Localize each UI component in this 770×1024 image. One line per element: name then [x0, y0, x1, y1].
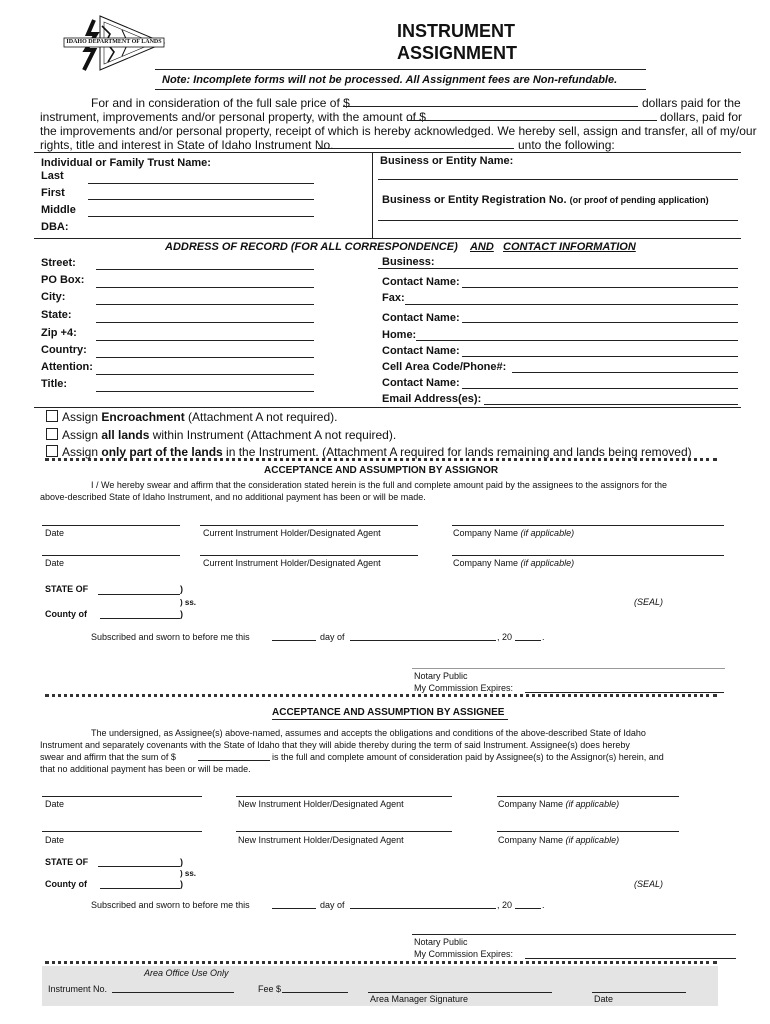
all-lands-checkbox[interactable] [46, 428, 58, 440]
contact-name-3-label: Contact Name: [382, 345, 460, 357]
cell-phone-field[interactable] [512, 372, 738, 373]
last-name-label: Last [41, 170, 64, 182]
state-field[interactable] [96, 322, 314, 323]
assignee-date-1-field[interactable] [42, 796, 202, 797]
all-lands-option [62, 428, 396, 442]
assignee-sworn-label: Subscribed and sworn to before me this [91, 900, 250, 910]
address-heading [165, 241, 636, 254]
attention-label: Attention: [41, 361, 93, 373]
assignor-county-field[interactable] [100, 618, 180, 619]
title-field[interactable] [96, 391, 314, 392]
assignor-date-1-field[interactable] [42, 525, 180, 526]
assignor-heading: ACCEPTANCE AND ASSUMPTION BY ASSIGNOR [264, 465, 499, 476]
assignor-paragraph-line2: above-described State of Idaho Instrument, and no additional payment has been or will be made. [40, 492, 426, 502]
assignee-paragraph-line3-b: is the full and complete amount of consideration paid by Assignee(s) to the Assignor(s) herein, and [272, 752, 664, 762]
assignee-state-of-label: STATE OF [45, 857, 89, 867]
business-registration [382, 194, 709, 207]
assignee-sworn-month-field[interactable] [350, 908, 496, 909]
encroachment-option [62, 410, 337, 424]
assignor-state-field[interactable] [98, 594, 180, 595]
area-office-title: Area Office Use Only [144, 968, 229, 978]
assignee-paragraph-line4: that no additional payment has been or will be made. [40, 764, 251, 774]
company-label: Company Name [453, 528, 519, 538]
assignee-commission-label: My Commission Expires: [414, 949, 514, 959]
address-heading-and: AND [469, 241, 494, 253]
assignor-holder-2-label: Current Instrument Holder/Designated Agent [203, 558, 381, 568]
consideration-line4-label: rights, title and interest in State of Idaho Instrument No. [40, 138, 334, 152]
option-prefix: Assign [62, 410, 102, 424]
assignor-day-of-label: day of [320, 632, 345, 642]
assignor-company-1-field[interactable] [452, 525, 724, 526]
section-divider [45, 458, 717, 461]
middle-name-label: Middle [41, 204, 76, 216]
assignor-sworn-label: Subscribed and sworn to before me this [91, 632, 250, 642]
company-label: Company Name [498, 835, 564, 845]
title-label: Title: [41, 378, 68, 390]
contact-name-4-field[interactable] [462, 388, 738, 389]
business-phone-label: Business: [382, 256, 435, 268]
first-name-label: First [41, 187, 65, 199]
assignee-paragraph-line1: The undersigned, as Assignee(s) above-named, assumes and accepts the obligations and conditions of the above-described State of Idaho [91, 728, 646, 738]
country-label: Country: [41, 344, 87, 356]
fax-field[interactable] [405, 304, 738, 305]
assignor-date-1-label: Date [45, 528, 65, 538]
address-heading-text: ADDRESS OF RECORD (FOR ALL CORRESPONDENCE) [165, 241, 458, 253]
first-name-field[interactable] [88, 199, 314, 200]
assignee-sworn-day-field[interactable] [272, 908, 316, 909]
attention-field[interactable] [96, 374, 314, 375]
title-line-1: INSTRUMENT [397, 21, 515, 41]
section-divider [45, 694, 717, 697]
office-instrument-no-label: Instrument No. [48, 984, 108, 994]
assignor-seal-label: (SEAL) [634, 597, 664, 607]
assignor-company-1-label [453, 528, 574, 539]
assignor-notary-signature-field[interactable] [412, 668, 725, 669]
contact-name-2-label: Contact Name: [382, 312, 460, 324]
assignor-county-of-label: County of [45, 609, 87, 619]
state-label: State: [41, 309, 72, 321]
po-box-label: PO Box: [41, 274, 85, 286]
assignee-notary-signature-field[interactable] [412, 934, 736, 935]
assignee-paragraph-line3-a: swear and affirm that the sum of $ [40, 752, 176, 762]
middle-name-field[interactable] [88, 216, 314, 217]
if-applicable: (if applicable) [520, 528, 575, 538]
contact-heading-text: CONTACT INFORMATION [503, 241, 636, 253]
assignee-day-of-label: day of [320, 900, 345, 910]
zip-field[interactable] [96, 340, 314, 341]
company-label: Company Name [498, 799, 564, 809]
assignor-state-of-label: STATE OF [45, 584, 89, 594]
office-fee-field[interactable] [282, 992, 348, 993]
option-suffix: in the Instrument. (Attachment A required for lands remaining and lands being removed) [222, 445, 692, 459]
city-label: City: [41, 291, 66, 303]
assignor-notary-public-label: Notary Public [414, 671, 468, 681]
email-field[interactable] [484, 404, 738, 405]
assignee-holder-1-label: New Instrument Holder/Designated Agent [238, 799, 404, 809]
assignee-year-label: , 20 [497, 900, 513, 910]
assignee-ss-label: ) ss. [180, 869, 197, 878]
contact-name-1-field[interactable] [462, 287, 738, 288]
assignor-ss-label: ) ss. [180, 598, 197, 607]
encroachment-checkbox[interactable] [46, 410, 58, 422]
option-emphasis: all lands [101, 428, 150, 442]
assignee-sworn-year-field[interactable] [515, 908, 541, 909]
instrument-no-field[interactable] [318, 148, 514, 149]
home-label: Home: [382, 329, 417, 341]
contact-name-3-field[interactable] [462, 356, 738, 357]
street-label: Street: [41, 257, 76, 269]
logo-text: IDAHO DEPARTMENT OF LANDS [66, 39, 162, 45]
assignee-company-1-label [498, 799, 619, 810]
assignee-holder-2-field[interactable] [236, 831, 452, 832]
business-name-heading: Business or Entity Name: [380, 155, 514, 167]
business-phone-field[interactable] [378, 268, 738, 269]
assignor-sworn-month-field[interactable] [350, 640, 496, 641]
zip-label: Zip +4: [41, 327, 77, 339]
dba-label: DBA: [41, 221, 69, 233]
assignee-county-of-label: County of [45, 879, 87, 889]
contact-name-1-label: Contact Name: [382, 276, 460, 288]
assignee-county-field[interactable] [100, 888, 180, 889]
processing-note: Note: Incomplete forms will not be processed. All Assignment fees are Non-refundable. [162, 74, 618, 86]
business-registration-note: (or proof of pending application) [569, 195, 709, 205]
assignee-company-2-field[interactable] [497, 831, 679, 832]
if-applicable: (if applicable) [520, 558, 575, 568]
title-line-2: ASSIGNMENT [397, 43, 518, 63]
consideration-line2-suffix: dollars, paid for [660, 110, 743, 124]
contact-name-4-label: Contact Name: [382, 377, 460, 389]
assignor-holder-2-field[interactable] [200, 555, 418, 556]
assignor-company-2-field[interactable] [452, 555, 724, 556]
consideration-line1-suffix: dollars paid for the [642, 96, 741, 110]
assignee-company-1-field[interactable] [497, 796, 679, 797]
assignee-company-2-label [498, 835, 619, 846]
city-field[interactable] [96, 304, 314, 305]
office-manager-signature-field[interactable] [368, 992, 552, 993]
option-suffix: (Attachment A not required). [184, 410, 338, 424]
assignor-paragraph-line1: I / We hereby swear and affirm that the consideration stated herein is the full and complete amount paid by the assignees to the assignors for the [91, 480, 667, 490]
business-registration-field[interactable] [378, 220, 738, 221]
assignee-notary-public-label: Notary Public [414, 937, 468, 947]
assignee-date-2-label: Date [45, 835, 65, 845]
home-field[interactable] [416, 340, 738, 341]
form-title [397, 20, 517, 64]
individual-heading: Individual or Family Trust Name: [41, 157, 211, 169]
consideration-line2-label: instrument, improvements and/or personal property, with the amount of $ [40, 110, 426, 124]
company-label: Company Name [453, 558, 519, 568]
option-prefix: Assign [62, 428, 102, 442]
assignor-commission-field[interactable] [525, 692, 724, 693]
office-date-field[interactable] [592, 992, 686, 993]
option-suffix: within Instrument (Attachment A not required). [149, 428, 397, 442]
assignor-holder-1-label: Current Instrument Holder/Designated Agent [203, 528, 381, 538]
assignor-company-2-label [453, 558, 574, 569]
assignor-commission-label: My Commission Expires: [414, 683, 514, 693]
last-name-field[interactable] [88, 183, 314, 184]
fax-label: Fax: [382, 292, 405, 304]
assignor-date-2-label: Date [45, 558, 65, 568]
assignee-sum-field[interactable] [198, 760, 270, 761]
office-fee-label: Fee $ [258, 984, 282, 994]
email-label: Email Address(es): [382, 393, 482, 405]
assignor-sworn-day-field[interactable] [272, 640, 316, 641]
consideration-line3: the improvements and/or personal property, receipt of which is hereby acknowledged. We hereby sell, assign and transfer, all of my/our [40, 124, 757, 138]
assignee-paragraph-line2: Instrument and separately covenants with the State of Idaho that they will abide thereby during the term of said Instrument. Assignee(s) does hereby [40, 740, 630, 750]
if-applicable: (if applicable) [565, 799, 620, 809]
assignee-holder-2-label: New Instrument Holder/Designated Agent [238, 835, 404, 845]
business-name-field[interactable] [378, 179, 738, 180]
assignee-holder-1-field[interactable] [236, 796, 452, 797]
cell-phone-label: Cell Area Code/Phone#: [382, 361, 507, 373]
assignee-commission-field[interactable] [525, 958, 736, 959]
assignor-holder-1-field[interactable] [200, 525, 418, 526]
business-registration-label: Business or Entity Registration No. [382, 194, 567, 206]
assignee-date-2-field[interactable] [42, 831, 202, 832]
assignor-year-label: , 20 [497, 632, 513, 642]
country-field[interactable] [96, 357, 314, 358]
assignee-state-field[interactable] [98, 866, 180, 867]
contact-name-2-field[interactable] [462, 322, 738, 323]
street-field[interactable] [96, 269, 314, 270]
consideration-line1-label: For and in consideration of the full sale price of $ [91, 96, 350, 110]
option-prefix: Assign [62, 445, 102, 459]
option-emphasis: Encroachment [101, 410, 185, 424]
idaho-lands-logo [62, 12, 166, 74]
if-applicable: (if applicable) [565, 835, 620, 845]
part-lands-option [62, 445, 692, 459]
office-manager-signature-label: Area Manager Signature [370, 994, 469, 1004]
consideration-line4-suffix: unto the following: [518, 138, 615, 152]
assignee-date-1-label: Date [45, 799, 65, 809]
office-date-label: Date [594, 994, 614, 1004]
improvements-amount-field[interactable] [407, 120, 657, 121]
sale-price-field[interactable] [343, 106, 638, 107]
part-lands-checkbox[interactable] [46, 445, 58, 457]
assignor-sworn-year-field[interactable] [515, 640, 541, 641]
assignee-heading: ACCEPTANCE AND ASSUMPTION BY ASSIGNEE [272, 707, 505, 718]
option-emphasis: only part of the lands [101, 445, 223, 459]
assignor-date-2-field[interactable] [42, 555, 180, 556]
assignee-seal-label: (SEAL) [634, 879, 664, 889]
office-instrument-no-field[interactable] [112, 992, 234, 993]
section-divider [45, 961, 717, 964]
po-box-field[interactable] [96, 287, 314, 288]
